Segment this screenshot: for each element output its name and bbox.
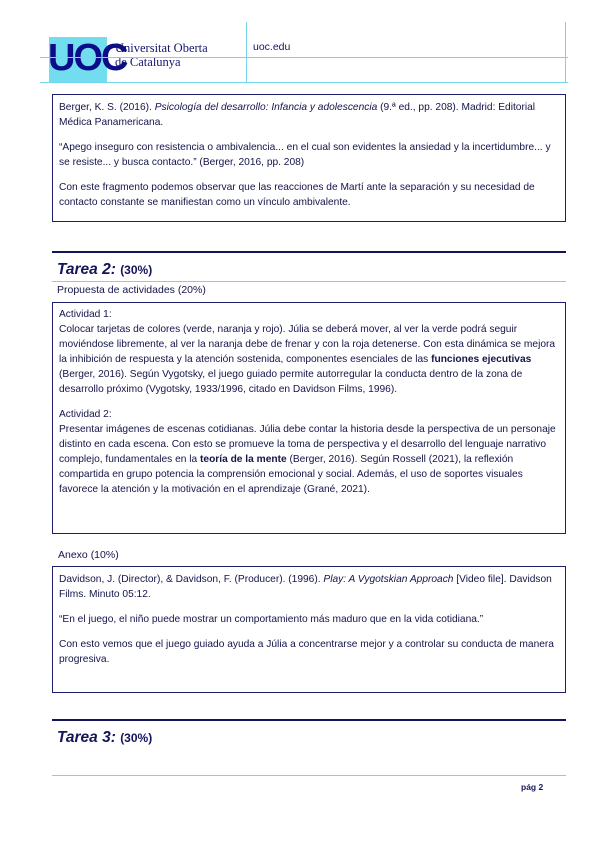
activity1-label: Actividad 1: xyxy=(59,309,112,320)
tarea2-subtitle: Propuesta de actividades (20%) xyxy=(57,284,206,296)
activities-box xyxy=(52,302,566,534)
footer-rule xyxy=(52,775,566,776)
header-divider-right xyxy=(565,22,566,82)
tarea2-rule xyxy=(52,281,566,282)
university-name xyxy=(115,41,208,69)
section-divider xyxy=(52,251,566,253)
tarea2-title: Tarea 2: xyxy=(57,261,116,278)
section-divider-2 xyxy=(52,719,566,721)
anexo-label: Anexo (10%) xyxy=(58,549,119,561)
activity2-text: Presentar imágenes de escenas cotidianas. Júlia debe contar la historia desde la perspectiva de un personaje distinto en cada escena. Con esto se promueve la toma de perspectiva y el desarrollo del lenguaje narrativo complejo, fundamentales en la teoría de la mente (Berger, 2016). Según Rossell (2021), la reflexión compartida en grupo potencia la comprensión emocional y social. Además, el uso de soportes visuales favorece la atención y la motivación en el aprendizaje (Grané, 2021). xyxy=(59,424,556,495)
reference-quote: “Apego inseguro con resistencia o ambivalencia... en el cual son evidentes la ansiedad y la incertidumbre... y se resiste... y busca contacto.” (Berger, 2016, pp. 208) xyxy=(59,142,551,168)
activity1-text: Colocar tarjetas de colores (verde, naranja y rojo). Júlia se deberá mover, al ver la verde podrá seguir moviéndose libremente, al ver la naranja debe de frenar y con la roja detenerse. Con esta dinámica se mejora la inhibición de respuesta y la atención sostenida, componentes esenciales de las funciones ejecutivas (Berger, 2016). Según Vygotsky, el juego guiado permite autorregular la conducta dentro de la zona de desarrollo próximo (Vygotsky, 1933/1996, citado en Davidson Films, 1996). xyxy=(59,324,556,395)
header-rule-bottom xyxy=(40,82,568,83)
anexo-citation: Davidson, J. (Director), & Davidson, F. (Producer). (1996). Play: A Vygotskian Approach [Video file]. Davidson Films. Minuto 05:12. xyxy=(59,574,552,600)
anexo-box xyxy=(52,566,566,693)
reference-box xyxy=(52,94,566,222)
website-link[interactable]: uoc.edu xyxy=(253,41,291,53)
tarea2-percent: (30%) xyxy=(120,263,153,277)
anexo-comment: Con esto vemos que el juego guiado ayuda a Júlia a concentrarse mejor y a controlar su conducta de manera progresiva. xyxy=(59,639,554,665)
tarea3-percent: (30%) xyxy=(120,731,153,745)
reference-comment: Con este fragmento podemos observar que las reacciones de Martí ante la separación y su necesidad de contacto constante se manifiestan como un vínculo ambivalente. xyxy=(59,182,535,208)
reference-citation: Berger, K. S. (2016). Psicología del desarrollo: Infancia y adolescencia (9.ª ed., pp. 208). Madrid: Editorial Médica Panamericana. xyxy=(59,102,536,128)
anexo-quote: “En el juego, el niño puede mostrar un comportamiento más maduro que en la vida cotidiana.” xyxy=(59,614,484,625)
tarea3-heading xyxy=(57,729,152,747)
university-name-line2: de Catalunya xyxy=(115,55,181,69)
header-divider-left xyxy=(246,22,247,82)
university-name-line1: Universitat Oberta xyxy=(115,41,208,55)
page-number: pág 2 xyxy=(521,782,544,792)
uoc-logo xyxy=(48,37,127,83)
tarea2-heading xyxy=(57,261,152,279)
tarea3-title: Tarea 3: xyxy=(57,729,116,746)
header-rule-top xyxy=(40,57,568,58)
logo-text: UOC xyxy=(48,37,127,79)
activity2-label: Actividad 2: xyxy=(59,409,112,420)
